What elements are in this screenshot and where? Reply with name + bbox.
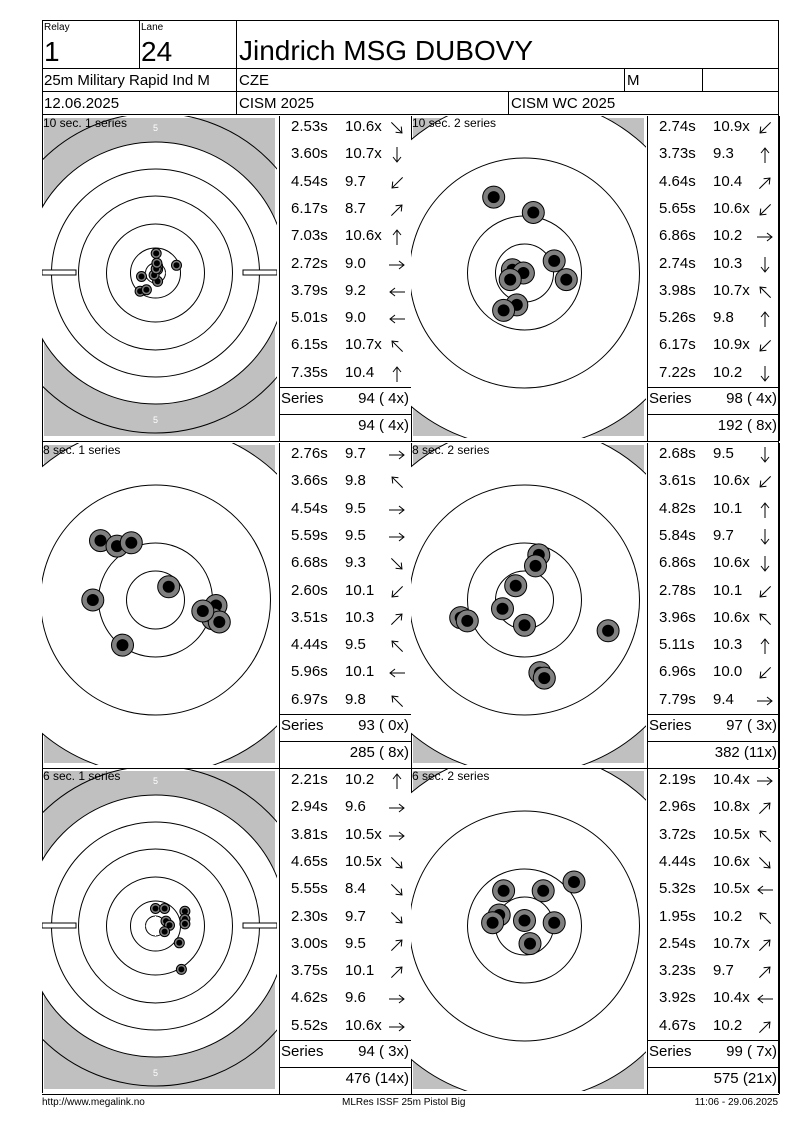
shot-time: 6.86s (659, 554, 696, 572)
direction-arrow-icon (387, 962, 407, 982)
ring-number: 5 (152, 415, 159, 425)
shot-time: 2.72s (291, 254, 328, 272)
series-label: Series (649, 390, 692, 407)
shot-time: 6.68s (291, 554, 328, 572)
shot-time: 5.32s (659, 880, 696, 898)
direction-arrow-icon (387, 118, 407, 138)
lane-label: Lane (141, 22, 164, 33)
shot-time: 3.61s (659, 472, 696, 490)
shot-time: 5.55s (291, 880, 328, 898)
shot-time: 2.30s (291, 907, 328, 925)
direction-arrow-icon (755, 609, 775, 629)
shot-score: 10.4 (345, 363, 375, 381)
ring-number: 8 (520, 446, 529, 463)
direction-arrow-icon (755, 663, 775, 683)
shot-score: 9.7 (713, 526, 734, 544)
relay-number: 1 (44, 36, 60, 67)
shot-time: 2.74s (659, 118, 696, 135)
shot-time: 3.51s (291, 608, 328, 626)
shot-time: 7.03s (291, 227, 328, 245)
direction-arrow-icon (387, 364, 407, 384)
series-total: 94 ( 3x) (358, 1043, 409, 1060)
direction-arrow-icon (387, 227, 407, 247)
shot-time: 6.96s (659, 663, 696, 681)
shot-time: 2.68s (659, 445, 696, 462)
shot-hole (141, 285, 151, 295)
ring-number: 7 (152, 178, 159, 188)
ring-number: 9 (152, 306, 159, 316)
nation: CZE (239, 72, 269, 89)
cumulative-total: 382 (11x) (714, 744, 777, 761)
shot-time: 5.11s (659, 636, 695, 654)
shot-score: 9.7 (345, 907, 366, 925)
direction-arrow-icon (755, 200, 775, 220)
shot-time: 3.79s (291, 281, 328, 299)
direction-arrow-icon (387, 200, 407, 220)
direction-arrow-icon (387, 798, 407, 818)
shot-score: 9.5 (345, 636, 366, 654)
shot-score: 10.1 (345, 962, 375, 980)
shot-score: 9.3 (713, 145, 734, 163)
cumulative-total: 575 (21x) (713, 1070, 777, 1087)
shot-time: 5.01s (291, 309, 328, 327)
shot-score: 10.3 (713, 254, 743, 272)
shot-score: 10.6x (345, 118, 382, 135)
shot-score: 10.3 (345, 608, 375, 626)
cumulative-total: 285 ( 8x) (349, 744, 409, 761)
shot-score: 10.6x (713, 199, 750, 217)
shot-hole (120, 532, 142, 554)
direction-arrow-icon (387, 255, 407, 275)
series-label: Series (281, 717, 324, 734)
direction-arrow-icon (755, 364, 775, 384)
shot-score: 10.4x (713, 771, 750, 788)
ring-number: 8 (152, 859, 159, 869)
ring-number: 9 (520, 677, 529, 694)
ring-number: 8 (151, 736, 160, 753)
shot-hole (456, 610, 478, 632)
shot-hole (597, 620, 619, 642)
series-total: 93 ( 0x) (358, 717, 409, 734)
series-title: 8 sec. 2 series (412, 443, 490, 457)
ring-number: 8 (152, 206, 159, 216)
shot-score: 10.5x (713, 825, 750, 843)
direction-arrow-icon (755, 582, 775, 602)
shot-time: 5.84s (659, 526, 696, 544)
ring-number: 5 (152, 1068, 159, 1078)
direction-arrow-icon (387, 527, 407, 547)
shot-hole (82, 589, 104, 611)
ring-number: 9 (520, 1003, 529, 1020)
shot-time: 4.62s (291, 989, 328, 1007)
target (42, 443, 277, 765)
shot-time: 3.73s (659, 145, 696, 163)
direction-arrow-icon (387, 853, 407, 873)
ring-number: 9 (520, 178, 529, 195)
series-label: Series (649, 1043, 692, 1060)
direction-arrow-icon (755, 853, 775, 873)
shot-score: 10.4 (713, 172, 743, 190)
direction-arrow-icon (387, 554, 407, 574)
target (411, 443, 646, 765)
shot-score: 10.2 (713, 1016, 743, 1034)
shot-score: 10.7x (345, 336, 382, 354)
shot-score: 9.7 (345, 172, 366, 190)
series-title: 10 sec. 2 series (412, 116, 497, 130)
gender: M (627, 72, 640, 89)
shot-score: 10.4x (713, 989, 750, 1007)
shot-time: 5.65s (659, 199, 696, 217)
shot-time: 3.96s (659, 608, 696, 626)
shot-score: 10.6x (345, 227, 382, 245)
direction-arrow-icon (387, 500, 407, 520)
shot-score: 10.1 (713, 499, 743, 517)
shot-score: 9.5 (345, 499, 366, 517)
direction-arrow-icon (387, 826, 407, 846)
shot-hole (151, 248, 161, 258)
direction-arrow-icon (755, 691, 775, 711)
direction-arrow-icon (755, 500, 775, 520)
shot-hole (160, 927, 170, 937)
shot-hole (499, 269, 521, 291)
direction-arrow-icon (755, 908, 775, 928)
shot-time: 6.97s (291, 690, 328, 708)
direction-arrow-icon (387, 636, 407, 656)
shot-score: 9.8 (345, 690, 366, 708)
direction-arrow-icon (387, 309, 407, 329)
direction-arrow-icon (755, 145, 775, 165)
ring-number: 9 (520, 831, 529, 848)
footer-url: http://www.megalink.no (42, 1097, 145, 1108)
shot-score: 10.6x (713, 472, 750, 490)
shot-time: 4.65s (291, 852, 328, 870)
ring-number: 8 (151, 446, 160, 463)
shot-score: 8.4 (345, 880, 366, 898)
ring-number: 6 (152, 151, 159, 161)
ring-number: 9 (152, 885, 159, 895)
shot-time: 2.60s (291, 581, 328, 599)
ring-number: 6 (152, 1040, 159, 1050)
direction-arrow-icon (755, 173, 775, 193)
shot-score: 9.3 (345, 554, 366, 572)
shot-hole (505, 575, 527, 597)
direction-arrow-icon (755, 309, 775, 329)
direction-arrow-icon (755, 336, 775, 356)
shot-score: 9.4 (713, 690, 734, 708)
shot-time: 5.52s (291, 1016, 328, 1034)
direction-arrow-icon (755, 935, 775, 955)
ring-number: 8 (520, 772, 529, 789)
direction-arrow-icon (755, 527, 775, 547)
series-label: Series (649, 717, 692, 734)
shot-time: 4.67s (659, 1016, 696, 1034)
shot-score: 10.6x (345, 1016, 382, 1034)
shot-time: 7.79s (659, 690, 696, 708)
direction-arrow-icon (755, 636, 775, 656)
direction-arrow-icon (755, 798, 775, 818)
direction-arrow-icon (755, 118, 775, 138)
shot-score: 8.7 (345, 199, 366, 217)
direction-arrow-icon (387, 1017, 407, 1037)
ring-number: 5 (152, 123, 159, 133)
shot-score: 10.2 (345, 771, 375, 788)
shot-time: 2.96s (659, 798, 696, 816)
event-name: 25m Military Rapid Ind M (44, 72, 210, 89)
shot-hole (493, 880, 515, 902)
shot-time: 2.94s (291, 798, 328, 816)
shot-hole (137, 272, 147, 282)
direction-arrow-icon (755, 1017, 775, 1037)
direction-arrow-icon (755, 771, 775, 791)
shot-score: 9.6 (345, 989, 366, 1007)
shot-score: 10.7x (345, 145, 382, 163)
shot-hole (151, 904, 161, 914)
shot-time: 3.92s (659, 989, 696, 1007)
direction-arrow-icon (755, 445, 775, 465)
shot-time: 6.17s (659, 336, 696, 354)
shooter-name: Jindrich MSG DUBOVY (239, 35, 534, 66)
direction-arrow-icon (387, 145, 407, 165)
series-title: 6 sec. 2 series (412, 769, 490, 783)
direction-arrow-icon (387, 336, 407, 356)
shot-hole (555, 269, 577, 291)
series-total: 99 ( 7x) (726, 1043, 777, 1060)
shot-time: 2.76s (291, 445, 328, 462)
shot-hole (174, 938, 184, 948)
series-title: 10 sec. 1 series (43, 116, 128, 130)
series-title: 6 sec. 1 series (43, 769, 121, 783)
direction-arrow-icon (387, 771, 407, 791)
ring-number: 9 (152, 959, 159, 969)
shot-time: 3.00s (291, 934, 328, 952)
shot-hole (543, 912, 565, 934)
shot-time: 3.66s (291, 472, 328, 490)
shot-score: 10.1 (345, 663, 375, 681)
shot-time: 5.96s (291, 663, 328, 681)
shot-score: 10.6x (713, 608, 750, 626)
relay-label: Relay (44, 22, 70, 33)
shot-score: 10.2 (713, 363, 743, 381)
shot-time: 4.44s (291, 636, 328, 654)
shot-hole (112, 634, 134, 656)
date: 12.06.2025 (44, 95, 120, 112)
cumulative-total: 476 (14x) (345, 1070, 409, 1087)
ring-number: 9 (152, 232, 159, 242)
series-total: 94 ( 4x) (358, 390, 409, 407)
cumulative-total: 94 ( 4x) (358, 417, 409, 434)
shot-score: 10.5x (345, 825, 382, 843)
shot-time: 2.74s (659, 254, 696, 272)
shot-hole (160, 904, 170, 914)
shot-hole (519, 933, 541, 955)
shot-time: 4.82s (659, 499, 696, 517)
series-total: 97 ( 3x) (726, 717, 777, 734)
shot-hole (192, 600, 214, 622)
ring-number: 8 (520, 1062, 529, 1079)
competition: CISM 2025 (239, 95, 315, 112)
shot-score: 10.2 (713, 227, 743, 245)
direction-arrow-icon (755, 282, 775, 302)
ring-number: 9 (520, 350, 529, 367)
direction-arrow-icon (755, 255, 775, 275)
shot-hole (158, 576, 180, 598)
ring-number: 9 (151, 505, 160, 522)
shot-hole (483, 186, 505, 208)
shot-score: 10.9x (713, 336, 750, 354)
shot-score: 9.2 (345, 281, 366, 299)
shot-score: 10.7x (713, 934, 750, 952)
shot-score: 10.8x (713, 798, 750, 816)
direction-arrow-icon (387, 880, 407, 900)
direction-arrow-icon (755, 826, 775, 846)
footer-software: MLRes ISSF 25m Pistol Big (342, 1097, 466, 1108)
shot-time: 3.60s (291, 145, 328, 163)
shot-hole (563, 871, 585, 893)
shot-time: 5.59s (291, 526, 328, 544)
shot-score: 9.8 (345, 472, 366, 490)
direction-arrow-icon (755, 472, 775, 492)
footer-timestamp: 11:06 - 29.06.2025 (694, 1097, 778, 1108)
direction-arrow-icon (387, 989, 407, 1009)
shot-score: 10.9x (713, 118, 750, 135)
shot-hole (180, 919, 190, 929)
direction-arrow-icon (755, 962, 775, 982)
shot-time: 5.26s (659, 309, 696, 327)
shot-hole (493, 299, 515, 321)
match-name: CISM WC 2025 (511, 95, 616, 112)
shot-time: 3.72s (659, 825, 696, 843)
ring-number: 9 (151, 677, 160, 694)
shot-time: 2.78s (659, 581, 696, 599)
shot-time: 3.98s (659, 281, 696, 299)
shot-score: 10.1 (713, 581, 743, 599)
shot-score: 10.1 (345, 581, 375, 599)
ring-number: 6 (152, 804, 159, 814)
series-title: 8 sec. 1 series (43, 443, 121, 457)
shot-score: 9.5 (345, 934, 366, 952)
direction-arrow-icon (387, 582, 407, 602)
series-total: 98 ( 4x) (726, 390, 777, 407)
shot-hole (176, 964, 186, 974)
shot-time: 2.19s (659, 771, 696, 788)
direction-arrow-icon (387, 445, 407, 465)
direction-arrow-icon (755, 554, 775, 574)
direction-arrow-icon (387, 935, 407, 955)
shot-time: 7.35s (291, 363, 328, 381)
direction-arrow-icon (387, 282, 407, 302)
shot-time: 4.54s (291, 172, 328, 190)
ring-number: 7 (152, 1013, 159, 1023)
ring-number: 8 (520, 119, 529, 136)
shot-hole (172, 260, 182, 270)
shot-time: 3.75s (291, 962, 328, 980)
lane-number: 24 (141, 36, 173, 67)
shot-score: 10.6x (713, 554, 750, 572)
shot-score: 9.0 (345, 254, 366, 272)
shot-time: 6.15s (291, 336, 328, 354)
shot-time: 6.17s (291, 199, 328, 217)
direction-arrow-icon (387, 908, 407, 928)
shot-score: 9.7 (713, 962, 734, 980)
shot-hole (522, 202, 544, 224)
shot-time: 4.64s (659, 172, 696, 190)
direction-arrow-icon (387, 691, 407, 711)
shot-score: 9.8 (713, 309, 734, 327)
shot-hole (482, 912, 504, 934)
shot-score: 9.5 (713, 445, 734, 462)
shot-score: 9.7 (345, 445, 366, 462)
shot-score: 10.6x (713, 852, 750, 870)
ring-number: 6 (152, 387, 159, 397)
shot-time: 1.95s (659, 907, 696, 925)
shot-score: 10.5x (713, 880, 750, 898)
direction-arrow-icon (387, 609, 407, 629)
ring-number: 7 (152, 831, 159, 841)
shot-time: 3.81s (291, 825, 328, 843)
shot-hole (514, 614, 536, 636)
series-label: Series (281, 1043, 324, 1060)
target (411, 769, 646, 1091)
shot-time: 6.86s (659, 227, 696, 245)
shot-hole (543, 250, 565, 272)
shot-time: 7.22s (659, 363, 696, 381)
direction-arrow-icon (755, 989, 775, 1009)
shot-score: 9.0 (345, 309, 366, 327)
direction-arrow-icon (755, 880, 775, 900)
shot-score: 9.6 (345, 798, 366, 816)
shot-score: 10.7x (713, 281, 750, 299)
ring-number: 8 (520, 736, 529, 753)
direction-arrow-icon (387, 472, 407, 492)
direction-arrow-icon (755, 227, 775, 247)
shot-score: 10.0 (713, 663, 743, 681)
ring-number: 8 (520, 409, 529, 426)
ring-number: 5 (152, 776, 159, 786)
shot-hole (532, 880, 554, 902)
shot-time: 2.54s (659, 934, 696, 952)
shot-hole (152, 258, 162, 268)
ring-number: 9 (520, 505, 529, 522)
shot-score: 9.5 (345, 526, 366, 544)
shot-hole (492, 598, 514, 620)
shot-time: 4.44s (659, 852, 696, 870)
shot-time: 2.21s (291, 771, 328, 788)
ring-number: 8 (152, 985, 159, 995)
shot-time: 4.54s (291, 499, 328, 517)
direction-arrow-icon (387, 663, 407, 683)
ring-number: 7 (152, 360, 159, 370)
shot-hole (514, 910, 536, 932)
series-label: Series (281, 390, 324, 407)
ring-number: 8 (152, 332, 159, 342)
shot-score: 10.3 (713, 636, 743, 654)
direction-arrow-icon (387, 173, 407, 193)
shot-hole (533, 667, 555, 689)
shot-hole (525, 555, 547, 577)
shot-score: 10.2 (713, 907, 743, 925)
shot-time: 3.23s (659, 962, 696, 980)
cumulative-total: 192 ( 8x) (717, 417, 777, 434)
shot-time: 2.53s (291, 118, 328, 135)
shot-score: 10.5x (345, 852, 382, 870)
target (42, 116, 277, 438)
target (42, 769, 277, 1091)
target (411, 116, 646, 438)
